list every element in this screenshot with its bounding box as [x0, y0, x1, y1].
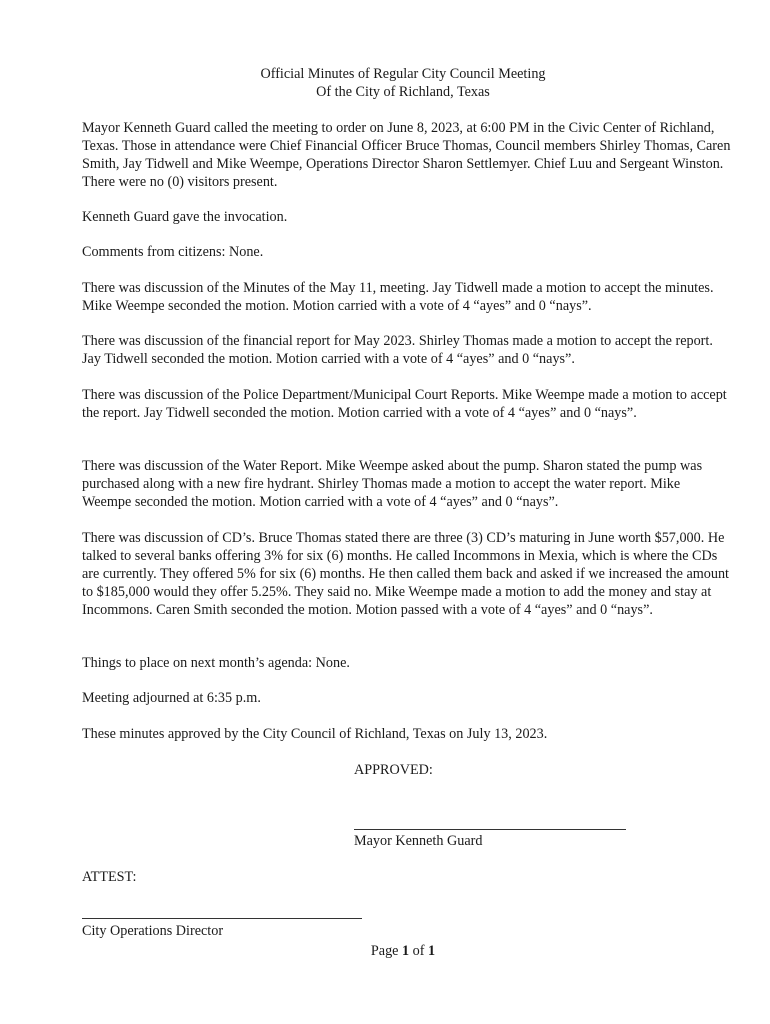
page-of: of: [409, 943, 429, 959]
paragraph-approval-date: These minutes approved by the City Council of Richland, Texas on July 13, 2023.: [82, 726, 548, 742]
paragraph-adjourned: Meeting adjourned at 6:35 p.m.: [82, 690, 261, 706]
mayor-label: Mayor Kenneth Guard: [354, 833, 483, 849]
paragraph-citizen-comments: Comments from citizens: None.: [82, 244, 264, 260]
page-number: [0, 942, 770, 960]
paragraph-invocation: Kenneth Guard gave the invocation.: [82, 209, 288, 225]
paragraph-financial-report: There was discussion of the financial report for May 2023. Shirley Thomas made a motion to accept the report. Jay Tidwell seconded the motion. Motion carried with a vote of 4 “ayes” and 0 “nays”.: [82, 333, 713, 367]
document-subtitle: Of the City of Richland, Texas: [316, 84, 490, 100]
paragraph-water-report: There was discussion of the Water Report. Mike Weempe asked about the pump. Sharon stated the pump was purchased along with a new fire hydrant. Shirley Thomas made a motion to accept the water report. Mike Weempe seconded the motion. Motion carried with a vote of 4 “ayes” and 0 “nays”.: [82, 458, 703, 510]
paragraph-next-agenda: Things to place on next month’s agenda: None.: [82, 655, 350, 671]
director-signature-line: [82, 918, 362, 919]
paragraph-minutes: There was discussion of the Minutes of the May 11, meeting. Jay Tidwell made a motion to accept the minutes. Mike Weempe seconded the motion. Motion carried with a vote of 4 “ayes” and 0 “nays”.: [82, 280, 714, 314]
mayor-signature-line: [354, 829, 626, 830]
paragraph-cds: There was discussion of CD’s. Bruce Thomas stated there are three (3) CD’s maturing in June worth $57,000. He talked to several banks offering 3% for six (6) months. He called Incommons in Mexia, which is where the CDs are currently. They offered 5% for six (6) months. He then called them back and asked if we increased the amount to $185,000 would they offer 5.25%. They said no. Mike Weempe made a motion to add the money and stay at Incommons. Caren Smith seconded the motion. Motion passed with a vote of 4 “ayes” and 0 “nays”.: [82, 530, 729, 618]
approved-label: APPROVED:: [354, 762, 433, 778]
document-heading: [0, 65, 770, 101]
director-label: City Operations Director: [82, 923, 224, 939]
attest-label: ATTEST:: [82, 869, 137, 885]
page-current: 1: [402, 943, 410, 959]
page-prefix: Page: [370, 943, 403, 959]
document-title: Official Minutes of Regular City Council Meeting: [260, 66, 546, 82]
paragraph-call-to-order: Mayor Kenneth Guard called the meeting to order on June 8, 2023, at 6:00 PM in the Civic Center of Richland, Texas. Those in attendance were Chief Financial Officer Bruce Thomas, Council members Shirley Thomas, Caren Smith, Jay Tidwell and Mike Weempe, Operations Director Sharon Settlemyer. Chief Luu and Sergeant Winston. There were no (0) visitors present.: [82, 120, 731, 190]
paragraph-police-report: There was discussion of the Police Department/Municipal Court Reports. Mike Weempe made a motion to accept the report. Jay Tidwell seconded the motion. Motion carried with a vote of 4 “ayes” and 0 “nays”.: [82, 387, 727, 421]
page-total: 1: [428, 943, 436, 959]
